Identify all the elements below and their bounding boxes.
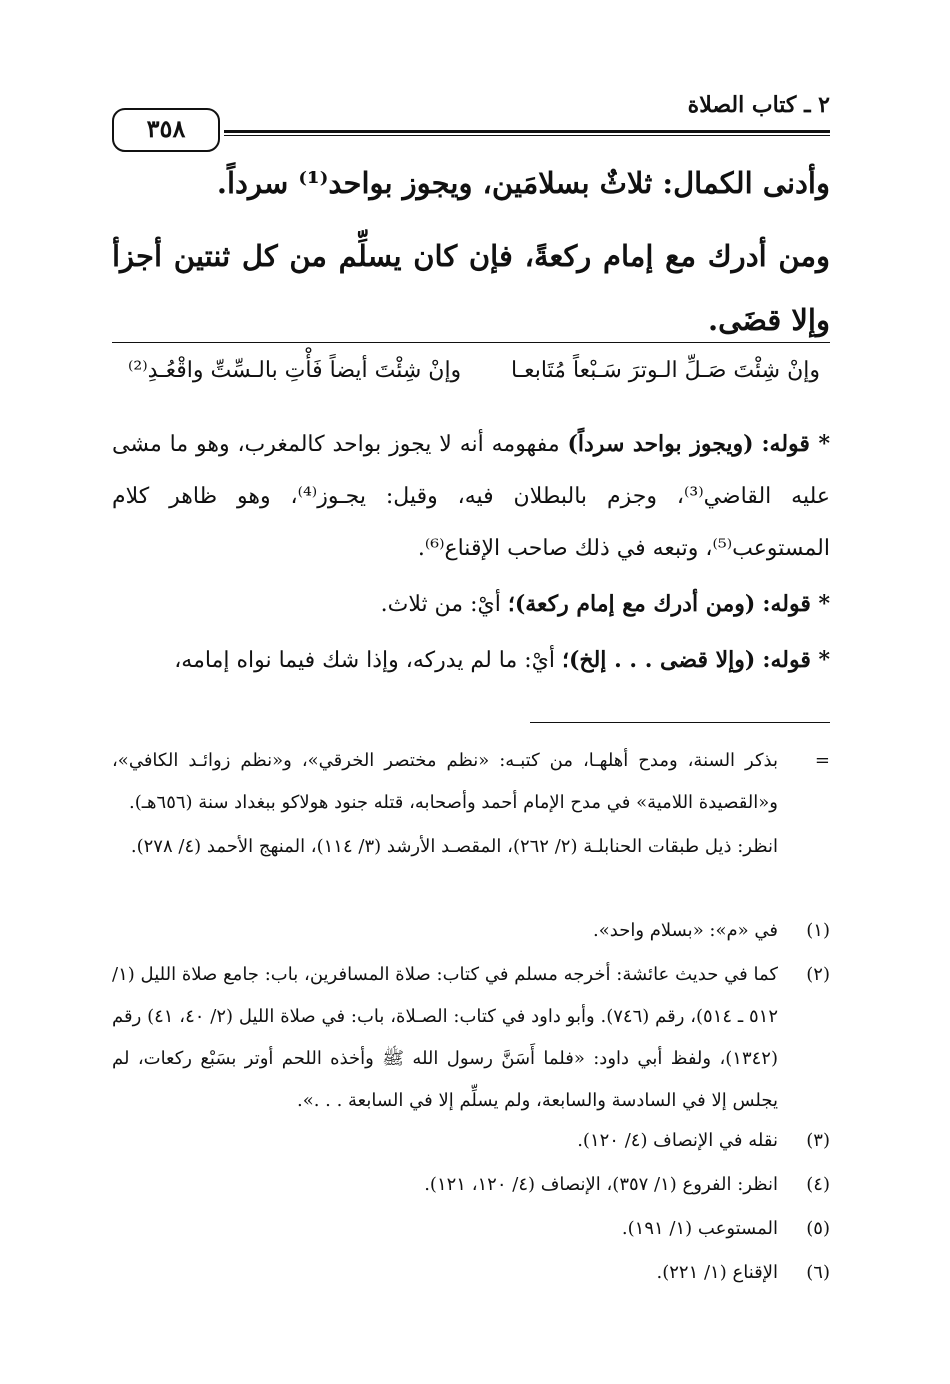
- footnote-marker: (٣): [806, 1130, 830, 1151]
- footnote-text: بذكر السنة، ومدح أهلهـا، من كتبـه: «نظم مختصر الخرقي»، و«نظم زوائـد الكافي»، و«القصيدة اللامية» في مدح الإمام أحمد وأصحابه، قتله جنود هولاكو ببغداد سنة (٦٥٦هـ).: [112, 750, 778, 813]
- matn-divider: [112, 342, 830, 343]
- continuation-marker: =: [814, 750, 830, 771]
- footnote-text: انظر: الفروع (١/ ٣٥٧)، الإنصاف (٤/ ١٢٠، ١٢١).: [424, 1174, 778, 1195]
- footnote-continuation: [112, 740, 830, 824]
- footnote-marker: (٢): [806, 964, 830, 985]
- sharh-text: أيْ: ما لم يدركه، وإذا شك فيما نواه إمامه،: [174, 648, 555, 673]
- footnote-marker: (٥): [806, 1218, 830, 1239]
- sharh-quote: (وإلا قضى . . . إلخ)؛: [562, 647, 756, 673]
- footnote-text: في «م»: «بسلام واحد».: [593, 920, 778, 941]
- footnote-5: [112, 1208, 830, 1250]
- sharh-paragraph-2: [112, 578, 830, 631]
- sharh-paragraph-1: [112, 418, 830, 575]
- sharh-marker: * قوله:: [761, 431, 830, 457]
- header-rule-thin: [224, 135, 830, 136]
- sharh-text: أيْ: من ثلاث.: [380, 592, 501, 617]
- matn-line-1: وأدنى الكمال: ثلاثٌ بسلامَين، ويجوز بواحد⁽¹⁾ سرداً.: [216, 166, 830, 200]
- sharh-quote: (ومن أدرك مع إمام ركعة)؛: [507, 591, 756, 617]
- running-header: [112, 92, 830, 143]
- page-number: ٣٥٨: [112, 108, 220, 152]
- footnote-text: كما في حديث عائشة: أخرجه مسلم في كتاب: صلاة المسافرين، باب: جامع صلاة الليل (١/ ٥١٢ ـ ٥١٤)، رقم (٧٤٦). وأبو داود في كتاب: الصـلاة، باب: في صلاة الليل (٢/ ٤٠، ٤١) رقم (١٣٤٢)، ولفظ أبي داود: «فلما أَسَنَّ رسول الله ﷺ وأخذه اللحم أوتر بسَبْع ركعات، لم يجلس إلا في السادسة والسابعة، ولم يسلِّم إلا في السابعة . . .».: [112, 964, 778, 1111]
- sharh-marker: * قوله:: [762, 647, 830, 673]
- footnote-6: [112, 1252, 830, 1294]
- footnote-continuation-sources: [112, 826, 830, 868]
- footnote-marker: (٤): [806, 1174, 830, 1195]
- footnote-4: [112, 1164, 830, 1206]
- footnote-marker: (١): [806, 920, 830, 941]
- footnote-text: انظر: ذيل طبقات الحنابلـة (٢/ ٢٦٢)، المقصـد الأرشد (٣/ ١١٤)، المنهج الأحمد (٤/ ٢٧٨).: [130, 836, 778, 857]
- footnote-text: نقله في الإنصاف (٤/ ١٢٠).: [577, 1130, 778, 1151]
- sharh-text: مفهومه أنه لا يجوز بواحد كالمغرب، وهو ما مشى عليه القاضي⁽³⁾، وجزم بالبطلان فيه، وقيل: يجـوز⁽⁴⁾، وهو ظاهر كلام المستوعب⁽⁵⁾، وتبعه في ذلك صاحب الإقناع⁽⁶⁾.: [112, 432, 830, 561]
- footnote-1: [112, 910, 830, 952]
- verse-hemistich-2: وإنْ شِئْتَ أيضاً فَأْتِ بالـسِّتِّ واقْعُـدِ⁽²⁾: [128, 358, 462, 383]
- sharh-marker: * قوله:: [762, 591, 830, 617]
- sharh-quote: (ويجوز بواحد سرداً): [567, 431, 754, 457]
- footnote-marker: (٦): [806, 1262, 830, 1283]
- matn-paragraph-2: ومن أدرك مع إمام ركعةً، فإن كان يسلِّم من كل ثنتين أجزأ وإلا قضَى.: [112, 239, 830, 337]
- footnote-2: [112, 954, 830, 1122]
- sharh-paragraph-3: [112, 634, 830, 687]
- verse-hemistich-1: وإنْ شِئْتَ صَـلِّ الـوترَ سَـبْعاً مُتَابعـا: [510, 358, 820, 383]
- footnote-text: الإقناع (١/ ٢٢١).: [656, 1262, 778, 1283]
- footnote-3: [112, 1120, 830, 1162]
- chapter-title: ٢ ـ كتاب الصلاة: [687, 92, 830, 118]
- footnote-text: المستوعب (١/ ١٩١).: [621, 1218, 778, 1239]
- header-rule-thick: [224, 130, 830, 133]
